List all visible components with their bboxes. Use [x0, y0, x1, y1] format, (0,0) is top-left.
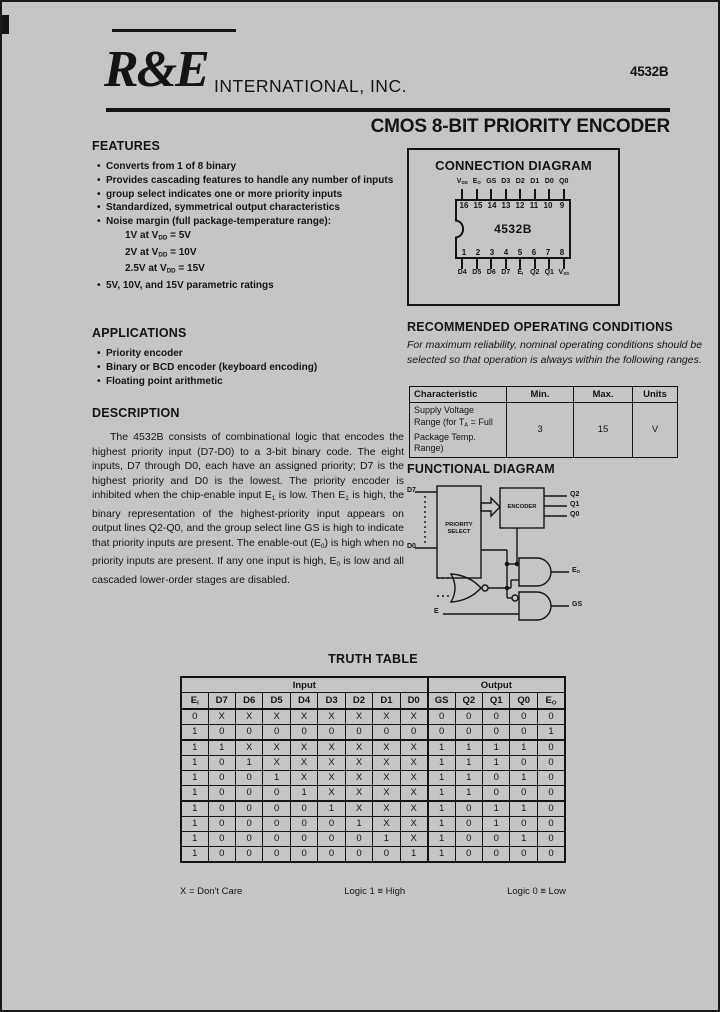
pin-label: $E_I$ [517, 269, 524, 277]
table-cell: 0 [455, 724, 482, 740]
fd-enable-input-label: E [434, 608, 439, 615]
operating-conditions-table [409, 386, 678, 458]
pin-number: 5 [517, 248, 523, 257]
table-cell: 0 [208, 831, 235, 846]
top-pin-labels [455, 178, 571, 189]
table-cell: 0 [537, 755, 565, 770]
table-cell: 1 [373, 831, 400, 846]
table-cell: 0 [510, 846, 537, 862]
table-cell: X [345, 755, 372, 770]
application-item: • Floating point arithmetic [97, 375, 223, 387]
table-cell: 1 [208, 740, 235, 756]
pin-lead-icon [490, 189, 492, 199]
table-cell: 0 [318, 831, 345, 846]
truth-table-footnotes [180, 886, 566, 897]
table-cell: X [400, 770, 427, 785]
footnote-logic-1: Logic 1 ≡ High [344, 886, 406, 897]
roc-characteristic: Supply Voltage Range (for $T_A$ = Full Package Temp. Range) [410, 403, 507, 458]
operating-conditions-heading: RECOMMENDED OPERATING CONDITIONS [407, 320, 673, 334]
scan-mark [2, 15, 9, 34]
table-cell: 1 [263, 770, 290, 785]
table-cell: 0 [510, 709, 537, 725]
functional-diagram-graphic [407, 478, 657, 630]
pin-label: Q0 [559, 178, 569, 185]
pin-label: $E_O$ [472, 178, 481, 186]
functional-diagram-heading: FUNCTIONAL DIAGRAM [407, 462, 555, 476]
table-cell: X [373, 740, 400, 756]
table-cell: 0 [483, 785, 510, 801]
table-cell: 0 [290, 831, 317, 846]
table-cell: 0 [235, 816, 262, 831]
fd-output-q1-label: Q1 [570, 501, 580, 508]
table-cell: X [400, 740, 427, 756]
table-cell: 1 [181, 846, 208, 862]
roc-header-max: Max. [574, 387, 633, 403]
table-cell: X [400, 831, 427, 846]
table-cell: 1 [510, 740, 537, 756]
table-cell: 0 [235, 770, 262, 785]
bottom-pin-numbers [457, 248, 569, 257]
table-cell: 1 [428, 740, 455, 756]
table-cell: 0 [537, 709, 565, 725]
table-cell: 1 [428, 846, 455, 862]
bullet-icon: • [97, 375, 101, 387]
pin-lead-icon [519, 259, 521, 269]
pin-label: $V_{SS}$ [558, 269, 569, 277]
application-item: • Priority encoder [97, 348, 183, 359]
column-header: D0 [400, 693, 427, 709]
table-cell: 0 [290, 816, 317, 831]
truth-table-title: TRUTH TABLE [328, 652, 418, 666]
table-cell: 1 [483, 755, 510, 770]
pin-label: D1 [530, 178, 540, 185]
pin-number: 8 [559, 248, 565, 257]
column-header: Q2 [455, 693, 482, 709]
bullet-icon: • [97, 161, 101, 172]
pin-lead-icon [548, 189, 550, 199]
bullet-icon: • [97, 279, 101, 291]
table-cell: X [290, 709, 317, 725]
table-cell: 0 [208, 770, 235, 785]
pin-number: 9 [559, 201, 565, 210]
table-cell: X [373, 785, 400, 801]
pin-number: 10 [543, 201, 553, 210]
table-cell: 1 [181, 831, 208, 846]
table-cell: 0 [263, 816, 290, 831]
column-header: Q0 [510, 693, 537, 709]
pin-lead-icon [505, 259, 507, 269]
bullet-icon: • [97, 202, 101, 214]
noise-margin-line: 2V at $V_{DD} = 10V$ [125, 246, 197, 259]
table-cell: 1 [483, 801, 510, 817]
pin-lead-icon [461, 259, 463, 269]
pin-number: 2 [475, 248, 481, 257]
chip-outline [455, 199, 571, 259]
table-cell: X [345, 785, 372, 801]
application-item: • Binary or BCD encoder (keyboard encoding) [97, 361, 318, 373]
footnote-dont-care: X = Don't Care [180, 886, 243, 897]
table-cell: 0 [208, 846, 235, 862]
pin-number: 11 [529, 201, 539, 210]
pin-number: 3 [489, 248, 495, 257]
table-cell: X [345, 770, 372, 785]
table-cell: X [318, 770, 345, 785]
table-cell: 0 [263, 846, 290, 862]
pin-label: D0 [544, 178, 554, 185]
table-cell: X [318, 709, 345, 725]
table-cell: X [400, 801, 427, 817]
pin-lead-icon [505, 189, 507, 199]
pin-label: D3 [501, 178, 511, 185]
table-cell: 0 [318, 846, 345, 862]
table-cell: 1 [510, 801, 537, 817]
feature-item: • Noise margin (full package-temperature range): [97, 216, 332, 228]
table-cell: X [400, 709, 427, 725]
truth-table [180, 676, 566, 863]
pin-number: 6 [531, 248, 537, 257]
column-header: $E_I$ [181, 693, 208, 709]
feature-item: • group select indicates one or more priority inputs [97, 188, 343, 200]
description-text: The 4532B consists of combinational logic that encodes the highest priority input (D7-D0) to a 3-bit binary code. The eight inputs, D7 through D0, each have an assigned priority; D7 is the highest priority and D0 is the lowest. The priority encoder is inhibited when the chip-enable input $E_1$ is low. Then $E_1$ is high, the binary representation of the highest-priority input appears on output lines Q2-Q0, and the group select line GS is high to indicate that priority inputs are present. The enable-out $(E_0)$ is high when no priority inputs are present. If any one input is high, $E_0$ is low and all cascaded lower-order stages are disabled. [92, 431, 405, 586]
table-cell: 0 [181, 709, 208, 725]
table-cell: 0 [537, 846, 565, 862]
pin-lead-icon [548, 259, 550, 269]
pin-label: D2 [515, 178, 525, 185]
table-cell: 0 [235, 724, 262, 740]
table-cell: X [263, 755, 290, 770]
noise-margin-line: 1V at $V_{DD} = 5V$ [125, 229, 191, 242]
table-cell: 0 [537, 816, 565, 831]
table-cell: X [208, 709, 235, 725]
pin-number: 14 [487, 201, 497, 210]
table-cell: 0 [510, 816, 537, 831]
table-cell: 0 [345, 831, 372, 846]
table-cell: 1 [345, 816, 372, 831]
table-cell: 0 [290, 846, 317, 862]
features-heading: FEATURES [92, 139, 161, 153]
table-cell: 0 [455, 709, 482, 725]
column-header: D3 [318, 693, 345, 709]
pin-lead-icon [461, 189, 463, 199]
table-cell: X [318, 740, 345, 756]
table-cell: 1 [455, 770, 482, 785]
pin-lead-icon [476, 189, 478, 199]
bullet-icon: • [97, 348, 101, 359]
table-cell: 1 [235, 755, 262, 770]
table-cell: X [373, 709, 400, 725]
table-cell: 1 [318, 801, 345, 817]
pin-number: 16 [459, 201, 469, 210]
table-cell: 0 [373, 724, 400, 740]
fd-output-q2-label: Q2 [570, 491, 580, 498]
pin-lead-icon [490, 259, 492, 269]
table-cell: 0 [537, 770, 565, 785]
table-cell: 0 [373, 846, 400, 862]
company-name: INTERNATIONAL, INC. [214, 76, 407, 96]
table-cell: X [235, 740, 262, 756]
column-header: D7 [208, 693, 235, 709]
column-header: Q1 [483, 693, 510, 709]
table-cell: 0 [263, 785, 290, 801]
table-cell: 0 [208, 755, 235, 770]
roc-min: 3 [507, 403, 574, 458]
column-header: GS [428, 693, 455, 709]
table-cell: X [290, 770, 317, 785]
table-cell: 0 [318, 816, 345, 831]
pin-label: D7 [501, 269, 511, 276]
table-cell: 0 [483, 831, 510, 846]
table-cell: X [373, 770, 400, 785]
pin-number: 1 [461, 248, 467, 257]
features-list [97, 160, 405, 292]
feature-item: • 5V, 10V, and 15V parametric ratings [97, 279, 274, 291]
table-cell: X [400, 755, 427, 770]
header-rule [106, 108, 670, 112]
table-cell: 0 [235, 785, 262, 801]
table-cell: 1 [483, 740, 510, 756]
column-header: D4 [290, 693, 317, 709]
column-header: D2 [345, 693, 372, 709]
table-cell: X [400, 816, 427, 831]
table-cell: X [345, 709, 372, 725]
table-cell: X [400, 785, 427, 801]
table-cell: 1 [290, 785, 317, 801]
pin-label: GS [486, 178, 497, 185]
scan-mark-line [112, 29, 236, 32]
table-cell: 0 [537, 801, 565, 817]
table-cell: 0 [428, 724, 455, 740]
table-row [181, 724, 565, 740]
table-cell: 0 [208, 724, 235, 740]
table-cell: X [373, 816, 400, 831]
bottom-pin-leads [455, 259, 571, 269]
table-cell: 0 [318, 724, 345, 740]
table-row [181, 801, 565, 817]
table-row [181, 846, 565, 862]
table-cell: 0 [455, 801, 482, 817]
table-cell: X [345, 740, 372, 756]
table-cell: 1 [537, 724, 565, 740]
feature-item: • Provides cascading features to handle any number of inputs [97, 174, 394, 186]
table-cell: 0 [537, 785, 565, 801]
operating-conditions-note: For maximum reliability, nominal operating conditions should be selected so that operation is always within the following ranges. [407, 339, 703, 366]
table-row [181, 755, 565, 770]
top-pin-numbers [457, 201, 569, 210]
table-cell: 1 [483, 816, 510, 831]
table-cell: 1 [455, 785, 482, 801]
table-cell: 1 [428, 816, 455, 831]
table-cell: 0 [510, 724, 537, 740]
table-cell: 0 [263, 724, 290, 740]
pin-lead-icon [534, 259, 536, 269]
table-cell: 1 [428, 755, 455, 770]
table-cell: 0 [428, 709, 455, 725]
pin-label: Q2 [530, 269, 540, 276]
table-row [181, 785, 565, 801]
pin-lead-icon [563, 189, 565, 199]
table-cell: 0 [455, 816, 482, 831]
table-cell: 1 [428, 770, 455, 785]
table-cell: X [345, 801, 372, 817]
footnote-logic-0: Logic 0 ≡ Low [507, 886, 566, 897]
table-cell: 0 [208, 801, 235, 817]
pin-number: 4 [503, 248, 509, 257]
table-cell: X [290, 755, 317, 770]
pin-label: Q1 [544, 269, 554, 276]
table-cell: 1 [181, 801, 208, 817]
table-cell: 0 [510, 755, 537, 770]
applications-heading: APPLICATIONS [92, 326, 187, 340]
pin-label: D4 [457, 269, 467, 276]
table-cell: 1 [400, 846, 427, 862]
fd-output-eo-label: $E_O$ [572, 567, 581, 575]
pin-lead-icon [563, 259, 565, 269]
table-cell: 0 [208, 785, 235, 801]
table-cell: X [263, 740, 290, 756]
table-cell: 0 [537, 831, 565, 846]
description-heading: DESCRIPTION [92, 406, 180, 420]
connection-diagram [407, 148, 620, 306]
part-number: 4532B [630, 64, 669, 79]
table-cell: 0 [263, 831, 290, 846]
roc-header-units: Units [633, 387, 678, 403]
table-cell: X [235, 709, 262, 725]
table-cell: 0 [290, 801, 317, 817]
table-cell: 0 [400, 724, 427, 740]
noise-margin-line: 2.5V at $V_{DD} = 15V$ [125, 263, 205, 275]
table-cell: 0 [235, 831, 262, 846]
pin-label: D5 [472, 269, 482, 276]
table-cell: 0 [483, 846, 510, 862]
pin-label: D6 [486, 269, 496, 276]
fd-input-d7-label: D7 [407, 487, 416, 494]
roc-max: 15 [574, 403, 633, 458]
table-cell: 0 [483, 709, 510, 725]
table-cell: 1 [181, 740, 208, 756]
table-row [181, 740, 565, 756]
bullet-icon: • [97, 216, 101, 228]
table-cell: 1 [510, 770, 537, 785]
pin-lead-icon [534, 189, 536, 199]
table-cell: 1 [428, 785, 455, 801]
table-cell: X [373, 755, 400, 770]
feature-item: • Standardized, symmetrical output characteristics [97, 202, 340, 214]
column-header: D1 [373, 693, 400, 709]
table-cell: X [318, 785, 345, 801]
roc-units: V [633, 403, 678, 458]
roc-header-characteristic: Characteristic [410, 387, 507, 403]
table-cell: 1 [181, 785, 208, 801]
connection-diagram-heading: CONNECTION DIAGRAM [435, 158, 592, 173]
table-cell: 0 [483, 724, 510, 740]
fd-input-d0-label: D0 [407, 543, 416, 550]
roc-row [410, 403, 678, 458]
table-cell: 1 [455, 755, 482, 770]
bullet-icon: • [97, 188, 101, 200]
table-cell: 0 [345, 846, 372, 862]
roc-header-min: Min. [507, 387, 574, 403]
table-cell: 1 [428, 801, 455, 817]
top-pin-leads [455, 189, 571, 199]
table-cell: 1 [428, 831, 455, 846]
table-row [181, 816, 565, 831]
table-group-header: Input [181, 677, 428, 693]
table-cell: 0 [263, 801, 290, 817]
pin-lead-icon [519, 189, 521, 199]
bullet-icon: • [97, 361, 101, 373]
table-cell: 0 [483, 770, 510, 785]
pin-number: 12 [515, 201, 525, 210]
page-title: CMOS 8-BIT PRIORITY ENCODER [370, 116, 670, 137]
column-header: $E_O$ [537, 693, 565, 709]
table-cell: 0 [290, 724, 317, 740]
table-group-header: Output [428, 677, 565, 693]
pin-lead-icon [476, 259, 478, 269]
feature-item: • Converts from 1 of 8 binary [97, 161, 237, 172]
bottom-pin-labels [455, 269, 571, 280]
table-cell: 1 [181, 755, 208, 770]
table-cell: 0 [235, 846, 262, 862]
column-header: D5 [263, 693, 290, 709]
pin-number: 13 [501, 201, 511, 210]
chip-label: 4532B [494, 222, 532, 236]
fd-output-q0-label: Q0 [570, 511, 580, 518]
table-row [181, 709, 565, 725]
pin-number: 15 [473, 201, 483, 210]
table-cell: 0 [345, 724, 372, 740]
fd-encoder-block-label: ENCODER [507, 504, 537, 510]
bullet-icon: • [97, 174, 101, 186]
table-cell: 1 [510, 831, 537, 846]
table-cell: 1 [181, 816, 208, 831]
table-cell: 0 [510, 785, 537, 801]
table-row [181, 770, 565, 785]
table-cell: 1 [181, 770, 208, 785]
table-cell: 1 [181, 724, 208, 740]
company-logo: R&E [104, 41, 208, 98]
fd-priority-select-block-label: PRIORITY SELECT [445, 522, 473, 535]
table-cell: 1 [455, 740, 482, 756]
functional-diagram [407, 478, 657, 630]
pin-label: $V_{DD}$ [456, 178, 468, 186]
applications-list [97, 347, 405, 388]
table-row [181, 831, 565, 846]
pin-number: 7 [545, 248, 551, 257]
table-cell: X [290, 740, 317, 756]
table-cell: 0 [208, 816, 235, 831]
table-cell: 0 [455, 846, 482, 862]
fd-output-gs-label: GS [572, 601, 583, 608]
table-cell: 0 [455, 831, 482, 846]
table-cell: X [373, 801, 400, 817]
table-cell: X [318, 755, 345, 770]
column-header: D6 [235, 693, 262, 709]
table-cell: X [263, 709, 290, 725]
table-cell: 0 [537, 740, 565, 756]
table-cell: 0 [235, 801, 262, 817]
